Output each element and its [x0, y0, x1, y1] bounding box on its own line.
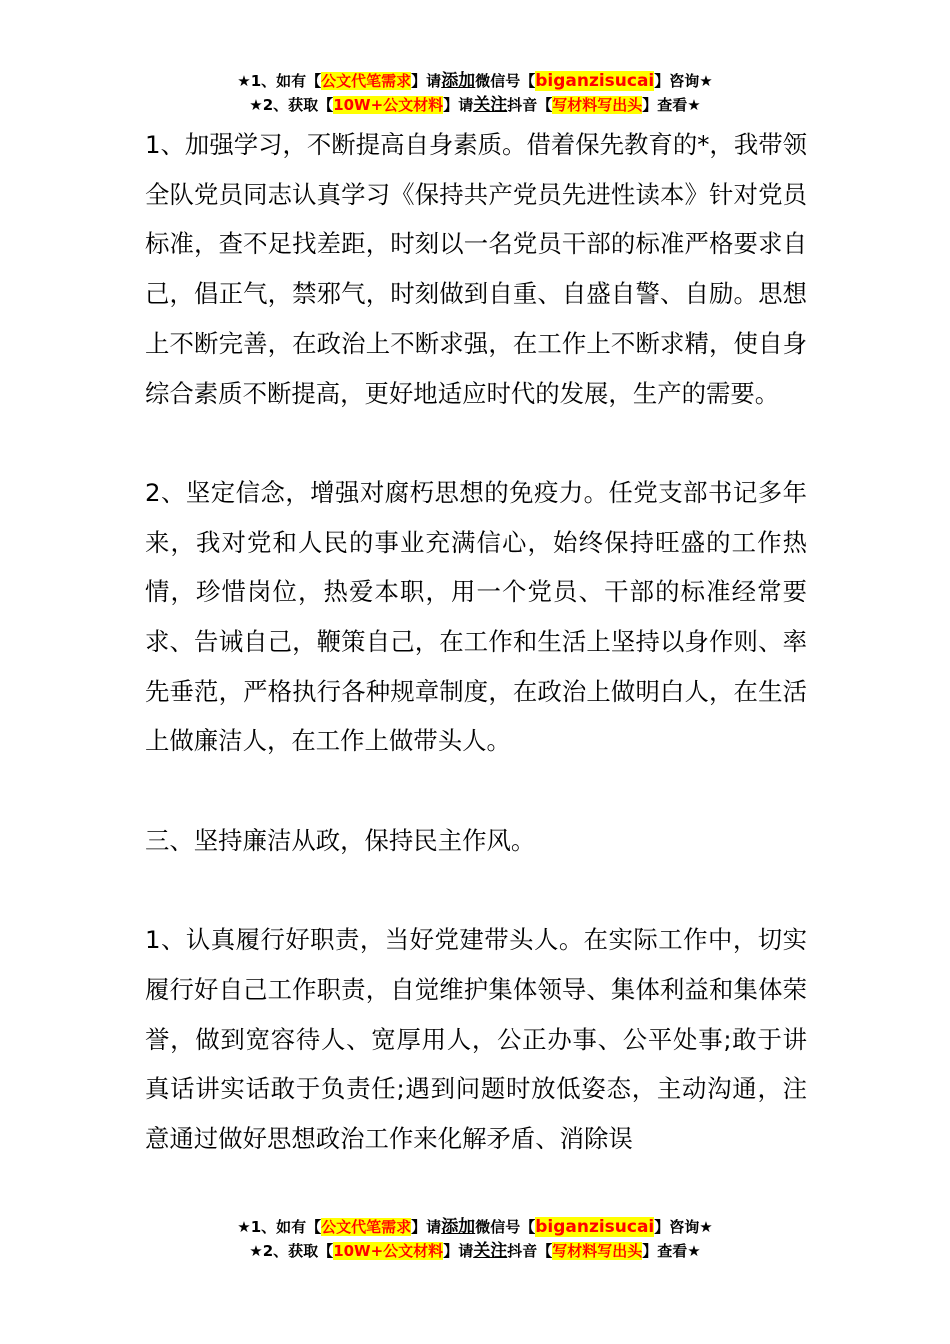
banner-line-1 [0, 69, 950, 93]
footer-line2-mid-1: 】请 [443, 1242, 474, 1260]
footer-line2-suffix: 】查看★ [642, 1242, 701, 1260]
banner-line2-mid-2: 抖音【 [507, 96, 553, 114]
banner-line2-highlight-1: 10W+公文材料 [333, 96, 444, 114]
paragraph-spacer [145, 766, 807, 816]
paragraph-spacer [145, 418, 807, 468]
footer-line1-highlight-2: biganzisucai [535, 1217, 655, 1237]
banner-line1-prefix: ★1、如有【 [237, 72, 322, 90]
footer-line2-prefix: ★2、获取【 [249, 1242, 334, 1260]
footer-line1-mid-2: 微信号【 [475, 1218, 536, 1236]
footer-banner [0, 1215, 950, 1263]
header-banner [0, 69, 950, 117]
banner-line2-suffix: 】查看★ [642, 96, 701, 114]
footer-line1-prefix: ★1、如有【 [237, 1218, 322, 1236]
paragraph-1: 1、加强学习，不断提高自身素质。借着保先教育的*，我带领全队党员同志认真学习《保持共产党员先进性读本》针对党员标准，查不足找差距，时刻以一名党员干部的标准严格要求自己，倡正气，禁邪气，时刻做到自重、自盛自警、自励。思想上不断完善，在政治上不断求强，在工作上不断求精，使自身综合素质不断提高，更好地适应时代的发展，生产的需要。 [145, 130, 807, 408]
banner-line1-highlight-2: biganzisucai [535, 71, 655, 91]
paragraph-2: 2、坚定信念，增强对腐朽思想的免疫力。任党支部书记多年来，我对党和人民的事业充满信心，始终保持旺盛的工作热情，珍惜岗位，热爱本职，用一个党员、干部的标准经常要求、告诫自己，鞭策自己，在工作和生活上坚持以身作则、率先垂范，严格执行各种规章制度，在政治上做明白人，在生活上做廉洁人，在工作上做带头人。 [145, 477, 807, 756]
banner-line1-suffix: 】咨询★ [654, 72, 713, 90]
footer-line1-highlight-1: 公文代笔需求 [321, 1218, 412, 1236]
footer-line2-highlight-2: 写材料写出头 [552, 1242, 643, 1260]
footer-line-1 [0, 1215, 950, 1239]
footer-line2-emphasis: 关注 [473, 1241, 508, 1261]
banner-line2-prefix: ★2、获取【 [249, 96, 334, 114]
footer-line2-highlight-1: 10W+公文材料 [333, 1242, 444, 1260]
document-body [145, 120, 807, 1164]
footer-line1-suffix: 】咨询★ [654, 1218, 713, 1236]
banner-line2-highlight-2: 写材料写出头 [552, 96, 643, 114]
footer-line1-emphasis: 添加 [441, 1217, 476, 1237]
banner-line1-mid-2: 微信号【 [475, 72, 536, 90]
footer-line1-mid-1: 】请 [411, 1218, 442, 1236]
paragraph-3: 1、认真履行好职责，当好党建带头人。在实际工作中，切实履行好自己工作职责，自觉维护集体领导、集体利益和集体荣誉，做到宽容待人、宽厚用人，公正办事、公平处事;敢于讲真话讲实话敢于负责任;遇到问题时放低姿态，主动沟通，注意通过做好思想政治工作来化解矛盾、消除误 [145, 925, 807, 1154]
banner-line1-mid-1: 】请 [411, 72, 442, 90]
banner-line-2 [0, 93, 950, 117]
banner-line2-mid-1: 】请 [443, 96, 474, 114]
section-heading: 三、坚持廉洁从政，保持民主作风。 [145, 825, 536, 855]
paragraph-spacer [145, 866, 807, 916]
banner-line2-emphasis: 关注 [473, 95, 508, 115]
footer-line-2 [0, 1239, 950, 1263]
banner-line1-highlight-1: 公文代笔需求 [321, 72, 412, 90]
footer-line2-mid-2: 抖音【 [507, 1242, 553, 1260]
banner-line1-emphasis: 添加 [441, 71, 476, 91]
